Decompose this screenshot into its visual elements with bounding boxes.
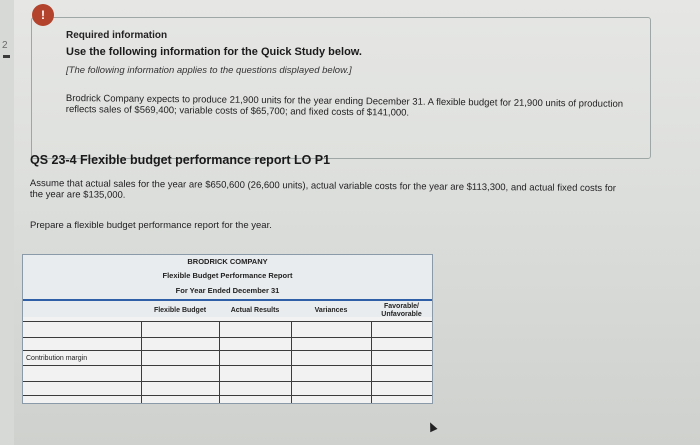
row2-variances-input[interactable] [293, 338, 369, 349]
column-favorable-unfavorable: Favorable/ Unfavorable [381, 303, 422, 318]
problem-text: Brodrick Company expects to produce 21,900 units for the year ending December 31. A flexible budget for 21,900 units of production reflects sales of $569,400; variable costs of $65,700; and fixed costs of $141,000. [65, 93, 624, 119]
row4-flexible-budget-input[interactable] [143, 366, 217, 380]
grid-column-line [141, 321, 142, 403]
row5-actual-results-input[interactable] [221, 382, 289, 394]
grid-column-line [291, 321, 292, 403]
contribution-margin-flexible-budget-input[interactable] [143, 351, 217, 364]
mouse-cursor-icon [426, 421, 437, 433]
contribution-margin-favorable-select[interactable] [373, 351, 430, 364]
row1-favorable-select[interactable] [373, 322, 430, 336]
grid-column-line [371, 321, 372, 403]
exclamation-icon: ! [32, 4, 54, 26]
assumption-text: Assume that actual sales for the year are $650,600 (26,600 units), actual variable costs for the year are $113,300, and actual fixed costs for the year are $135,000. [29, 178, 616, 201]
performance-report-worksheet [22, 254, 433, 404]
row1-actual-results-input[interactable] [221, 322, 289, 336]
row2-flexible-budget-input[interactable] [143, 338, 217, 349]
row4-label-input[interactable] [25, 366, 139, 380]
instruction-text: Use the following information for the Quick Study below. [66, 46, 362, 58]
row1-variances-input[interactable] [293, 322, 369, 336]
prompt-text: Prepare a flexible budget performance report for the year. [30, 220, 272, 231]
contribution-margin-variances-input[interactable] [293, 351, 369, 364]
row1-flexible-budget-input[interactable] [143, 322, 217, 336]
row4-favorable-select[interactable] [373, 366, 430, 380]
row4-variances-input[interactable] [293, 366, 369, 380]
question-title: QS 23-4 Flexible budget performance report LO P1 [30, 153, 331, 167]
question-number[interactable]: 2 [2, 40, 8, 51]
row-label-contribution-margin: Contribution margin [26, 355, 88, 362]
row1-label-input[interactable] [25, 322, 139, 336]
current-question-marker [3, 55, 10, 58]
note-text: [The following information applies to the questions displayed below.] [66, 65, 352, 76]
column-flexible-budget: Flexible Budget [153, 307, 207, 314]
column-variances: Variances [314, 307, 348, 314]
required-information-heading: Required information [66, 30, 168, 41]
row5-flexible-budget-input[interactable] [143, 382, 217, 394]
contribution-margin-actual-results-input[interactable] [221, 351, 289, 364]
row2-actual-results-input[interactable] [221, 338, 289, 349]
row5-variances-input[interactable] [293, 382, 369, 394]
report-period: For Year Ended December 31 [175, 286, 280, 295]
row4-actual-results-input[interactable] [221, 366, 289, 380]
row5-label-input[interactable] [25, 382, 139, 394]
report-company: BRODRICK COMPANY [187, 257, 268, 266]
row2-label-input[interactable] [25, 338, 139, 349]
report-name: Flexible Budget Performance Report [162, 271, 293, 280]
row5-favorable-select[interactable] [373, 382, 430, 394]
column-actual-results: Actual Results [230, 307, 280, 314]
row2-favorable-select[interactable] [373, 338, 430, 349]
grid-column-line [219, 321, 220, 403]
required-information-panel [31, 17, 651, 159]
question-navigator [0, 0, 14, 445]
